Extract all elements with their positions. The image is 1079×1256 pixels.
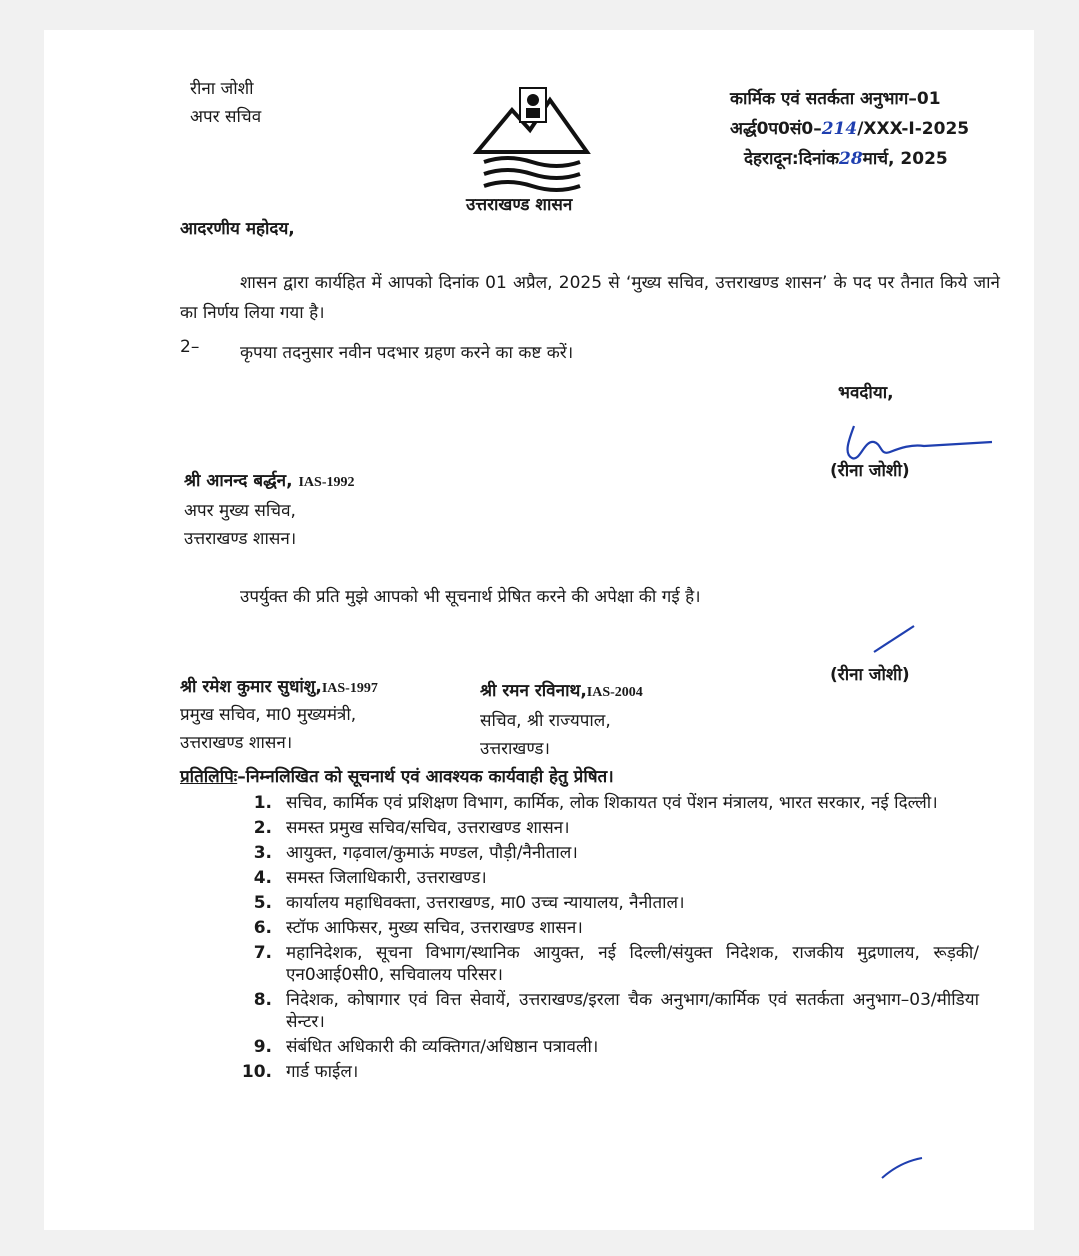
- addressee-name: [184, 470, 355, 494]
- list-item-number: 1.: [253, 793, 272, 813]
- list-item-text: समस्त जिलाधिकारी, उत्तराखण्ड।: [286, 868, 487, 888]
- list-item-number: 5.: [253, 893, 272, 913]
- signatory-name: (रीना जोशी): [830, 461, 910, 481]
- pratilipi-heading-text: –निम्नलिखित को सूचनार्थ एवं आवश्यक कार्यवाही हेतु प्रेषित।: [237, 767, 614, 787]
- ref-number: [730, 118, 969, 140]
- ref-number-suffix: /XXX-I-2025: [857, 119, 970, 139]
- letter-page: [44, 30, 1034, 1230]
- cc-left-line-2: प्रमुख सचिव, मा0 मुख्यमंत्री,: [180, 705, 357, 725]
- list-item: [234, 989, 979, 1033]
- cc-right-name-text: श्री रमन रविनाथ,: [480, 681, 587, 701]
- cc-right-line-3: उत्तराखण्ड।: [480, 739, 550, 759]
- addressee-line-3: उत्तराखण्ड शासन।: [184, 529, 297, 549]
- list-item-text: महानिदेशक, सूचना विभाग/स्थानिक आयुक्त, नई दिल्ली/संयुक्त निदेशक, राजकीय मुद्रणालय, रूड़की/एन0आई0सी0, सचिवालय परिसर।: [286, 943, 979, 985]
- list-item-text: समस्त प्रमुख सचिव/सचिव, उत्तराखण्ड शासन।: [286, 818, 570, 838]
- signatory-name-2: (रीना जोशी): [830, 665, 910, 685]
- ref-number-handwritten: 214: [821, 119, 858, 139]
- cc-left-name-text: श्री रमेश कुमार सुधांशु,: [180, 677, 322, 697]
- list-item-text: आयुक्त, गढ़वाल/कुमाऊं मण्डल, पौड़ी/नैनीताल।: [286, 843, 578, 863]
- cc-right-name: [480, 680, 643, 704]
- list-item: [234, 1036, 979, 1058]
- ref-date-handwritten: 28: [839, 149, 863, 169]
- list-item-number: 3.: [253, 843, 272, 863]
- salutation: आदरणीय महोदय,: [180, 219, 295, 239]
- list-item-number: 8.: [253, 990, 272, 1010]
- pratilipi-label: प्रतिलिपिः: [180, 767, 238, 787]
- list-item: [234, 1061, 979, 1083]
- uttarakhand-emblem-icon: [472, 82, 592, 202]
- ref-number-prefix: अर्द्ध0प0सं0–: [730, 119, 822, 139]
- list-item: [234, 867, 979, 889]
- list-item-number: 2.: [253, 818, 272, 838]
- cc-left-ias: IAS-1997: [321, 681, 378, 696]
- body-paragraph-2: कृपया तदनुसार नवीन पदभार ग्रहण करने का कष्ट करें।: [240, 343, 574, 363]
- sender-designation: अपर सचिव: [190, 107, 262, 127]
- ref-place-date: [744, 148, 948, 170]
- cc-left-line-3: उत्तराखण्ड शासन।: [180, 733, 293, 753]
- bottom-initial-mark: [880, 1156, 926, 1180]
- list-item: [234, 917, 979, 939]
- copy-note: उपर्युक्त की प्रति मुझे आपको भी सूचनार्थ प्रेषित करने की अपेक्षा की गई है।: [240, 587, 701, 607]
- addressee-ias: IAS-1992: [298, 475, 355, 490]
- body-paragraph-2-number: 2–: [180, 337, 200, 357]
- list-item-text: निदेशक, कोषागार एवं वित्त सेवायें, उत्तराखण्ड/इरला चैक अनुभाग/कार्मिक एवं सतर्कता अनुभाग–03/मीडिया सेन्टर।: [286, 990, 979, 1032]
- pratilipi-list: [234, 792, 979, 1086]
- list-item: [234, 942, 979, 986]
- closing: भवदीया,: [838, 383, 894, 403]
- list-item: [234, 892, 979, 914]
- list-item-number: 9.: [253, 1037, 272, 1057]
- list-item-text: गार्ड फाईल।: [286, 1062, 359, 1082]
- list-item-text: संबंधित अधिकारी की व्यक्तिगत/अधिष्ठान पत्रावली।: [286, 1037, 599, 1057]
- ref-date-suffix: मार्च, 2025: [862, 149, 948, 169]
- list-item-number: 6.: [253, 918, 272, 938]
- cc-right-ias: IAS-2004: [586, 685, 643, 700]
- ref-place-prefix: देहरादून:दिनांक: [744, 149, 839, 169]
- cc-right-line-2: सचिव, श्री राज्यपाल,: [480, 711, 611, 731]
- sender-name: रीना जोशी: [190, 79, 254, 99]
- list-item-text: सचिव, कार्मिक एवं प्रशिक्षण विभाग, कार्मिक, लोक शिकायत एवं पेंशन मंत्रालय, भारत सरकार, नई दिल्ली।: [286, 793, 938, 813]
- emblem-caption: उत्तराखण्ड शासन: [466, 195, 573, 215]
- list-item-number: 4.: [253, 868, 272, 888]
- cc-left-name: [180, 676, 378, 700]
- list-item: [234, 842, 979, 864]
- addressee-line-2: अपर मुख्य सचिव,: [184, 501, 296, 521]
- pratilipi-heading: [180, 766, 614, 788]
- list-item-text: कार्यालय महाधिवक्ता, उत्तराखण्ड, मा0 उच्च न्यायालय, नैनीताल।: [286, 893, 685, 913]
- list-item: [234, 817, 979, 839]
- initial-mark: [870, 622, 920, 656]
- list-item-number: 7.: [253, 943, 272, 963]
- list-item-number: 10.: [241, 1062, 272, 1082]
- list-item: [234, 792, 979, 814]
- list-item-text: स्टॉफ आफिसर, मुख्य सचिव, उत्तराखण्ड शासन।: [286, 918, 583, 938]
- body-paragraph-1: शासन द्वारा कार्यहित में आपको दिनांक 01 अप्रैल, 2025 से ‘मुख्य सचिव, उत्तराखण्ड शासन’ के पद पर तैनात किये जाने का निर्णय लिया गया है।: [180, 273, 1000, 323]
- ref-section: कार्मिक एवं सतर्कता अनुभाग–01: [730, 89, 941, 109]
- addressee-name-text: श्री आनन्द बर्द्धन,: [184, 471, 293, 491]
